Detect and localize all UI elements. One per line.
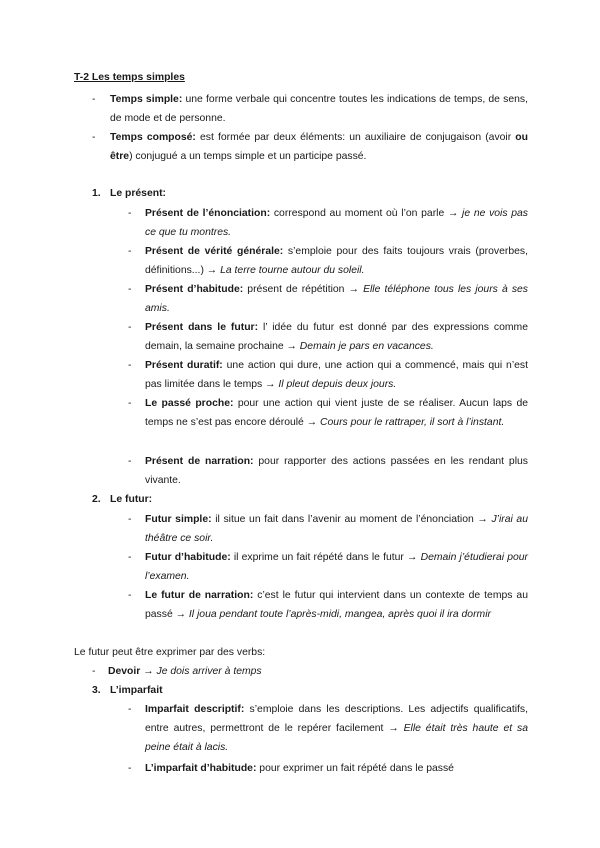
list-item: - Présent de narration: pour rapporter des actions passées en les rendant plus vivante. (128, 456, 528, 486)
list-item: - Présent dans le futur: l’ idée du futur est donné par des expressions comme demain, la semaine prochaine → Demain je pars en vacances. (128, 322, 528, 352)
list-item: - Le futur de narration: c’est le futur qui intervient dans un contexte de temps au passé → Il joua pendant toute l’après-midi, mangea, après quoi il ira dormir (128, 590, 528, 620)
list-item: - Le passé proche: pour une action qui vient juste de se réaliser. Aucun laps de temps ne s’est pas encore déroulé → Cours pour le rattraper, il sort à l’instant. (128, 398, 529, 428)
list-item: - Futur simple: il situe un fait dans l’avenir au moment de l’énonciation → J’irai au théâtre ce soir. (128, 514, 528, 544)
section-heading: L’imparfait (110, 685, 163, 696)
list-item: - Présent duratif: une action qui dure, une action qui a commencé, mais qui n’est pas limitée dans le temps → Il pleut depuis deux jours. (128, 360, 528, 390)
list-item: - Futur d’habitude: il exprime un fait répété dans le futur → Demain j’étudierai pour l’examen. (128, 552, 528, 582)
section-heading: Le futur: (110, 494, 153, 505)
list-item: - L’imparfait d’habitude: pour exprimer un fait répété dans le passé (128, 763, 454, 774)
list-item: - Présent d’habitude: présent de répétition → Elle téléphone tous les jours à ses amis. (128, 284, 529, 314)
section-number: 1. (92, 188, 101, 199)
futur-note: Le futur peut être exprimer par des verbs: (74, 647, 266, 658)
list-item: - Présent de l’énonciation: correspond au moment où l’on parle → je ne vois pas ce que tu montres. (128, 208, 529, 238)
page-title: T-2 Les temps simples (74, 72, 185, 83)
section-heading: Le présent: (110, 188, 167, 199)
definition-item: - Temps composé: est formée par deux éléments: un auxiliaire de conjugaison (avoir ou être) conjugué a un temps simple et un participe passé. (92, 132, 528, 162)
list-item: - Devoir → Je dois arriver à temps (92, 666, 262, 677)
definition-item: - Temps simple: une forme verbale qui concentre toutes les indications de temps, de sens, de mode et de personne. (92, 94, 528, 124)
section-number: 3. (92, 685, 101, 696)
list-item: - Imparfait descriptif: s’emploie dans les descriptions. Les adjectifs qualificatifs, entre autres, permettront de le repérer facilement → Elle était très haute et sa peine était à lacis. (128, 704, 528, 753)
list-item: - Présent de vérité générale: s’emploie pour des faits toujours vrais (proverbes, définitions...) → La terre tourne autour du soleil. (128, 246, 528, 276)
section-number: 2. (92, 494, 101, 505)
